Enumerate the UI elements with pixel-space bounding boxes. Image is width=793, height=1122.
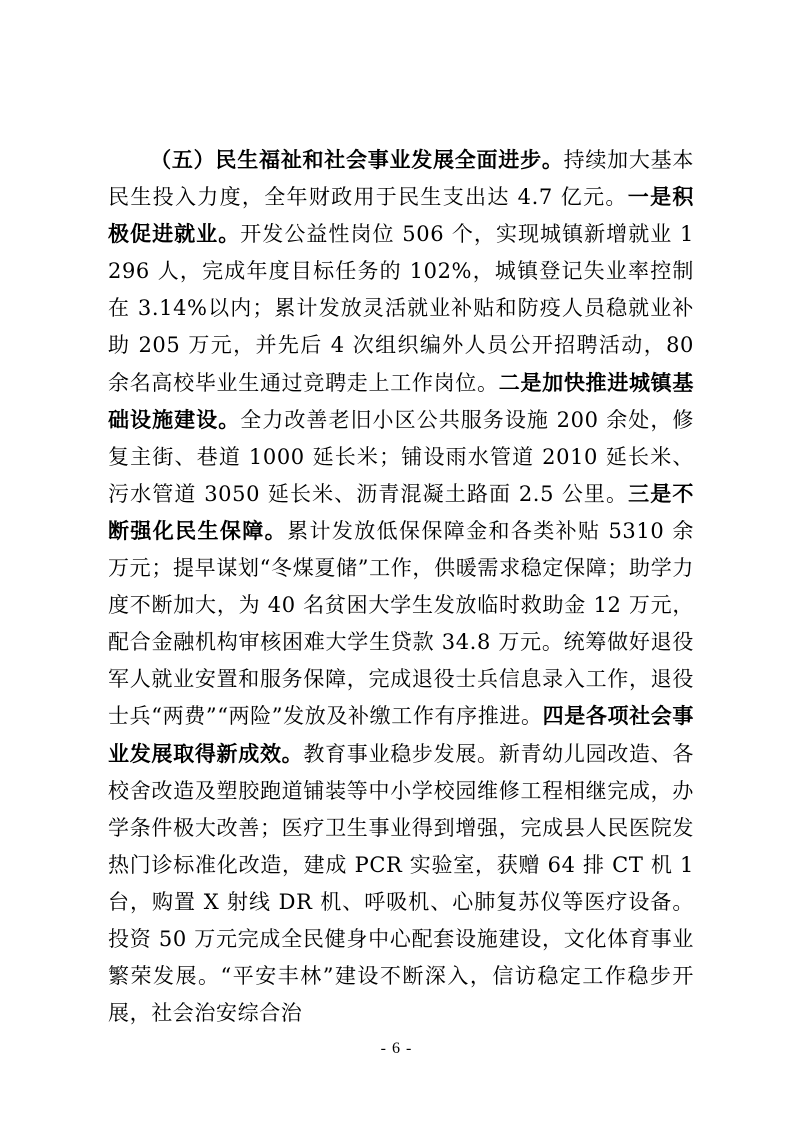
section-heading: （五）民生福祉和社会事业发展全面进步。	[150, 148, 564, 172]
point-one-text: 开发公益性岗位 506 个，实现城镇新增就业 1296 人，完成年度目标任务的 102%，城镇登记失业率控制在 3.14%以内；累计发放灵活就业补贴和防疫人员稳就业补助 205 万元，并先后 4 次组织编外人员公开招聘活动，80 余名高校毕业生通过竞聘走上工作岗位。	[108, 222, 694, 395]
body-paragraph	[108, 142, 694, 1032]
point-four-title: 四是各项社会事业发展取得新成效。	[108, 704, 694, 766]
point-four-text: 教育事业稳步发展。新青幼儿园改造、各校舍改造及塑胶跑道铺装等中小学校园维修工程相继完成，办学条件极大改善；医疗卫生事业得到增强，完成县人民医院发热门诊标准化改造，建成 PCR 实验室，获赠 64 排 CT 机 1 台，购置 X 射线 DR 机、呼吸机、心肺复苏仪等医疗设备。投资 50 万元完成全民健身中心配套设施建设，文化体育事业繁荣发展。“平安丰林”建设不断深入，信访稳定工作稳步开展，社会治安综合治	[108, 741, 694, 1026]
point-three-title: 三是不断强化民生保障。	[108, 481, 694, 543]
point-two-text: 全力改善老旧小区公共服务设施 200 余处，修复主街、巷道 1000 延长米；铺设雨水管道 2010 延长米、污水管道 3050 延长米、沥青混凝土路面 2.5 公里。	[108, 407, 694, 506]
page-number: - 6 -	[380, 1040, 413, 1057]
intro-text: 持续加大基本民生投入力度，全年财政用于民生支出达 4.7 亿元。	[108, 148, 694, 210]
point-one-title: 一是积极促进就业。	[108, 185, 694, 247]
point-two-title: 二是加快推进城镇基础设施建设。	[108, 370, 694, 432]
point-three-text: 累计发放低保保障金和各类补贴 5310 余万元；提早谋划“冬煤夏储”工作，供暖需求稳定保障；助学力度不断加大，为 40 名贫困大学生发放临时救助金 12 万元，配合金融机构审核困难大学生贷款 34.8 万元。统筹做好退役军人就业安置和服务保障，完成退役士兵信息录入工作，退役士兵“两费”“两险”发放及补缴工作有序推进。	[108, 518, 694, 729]
